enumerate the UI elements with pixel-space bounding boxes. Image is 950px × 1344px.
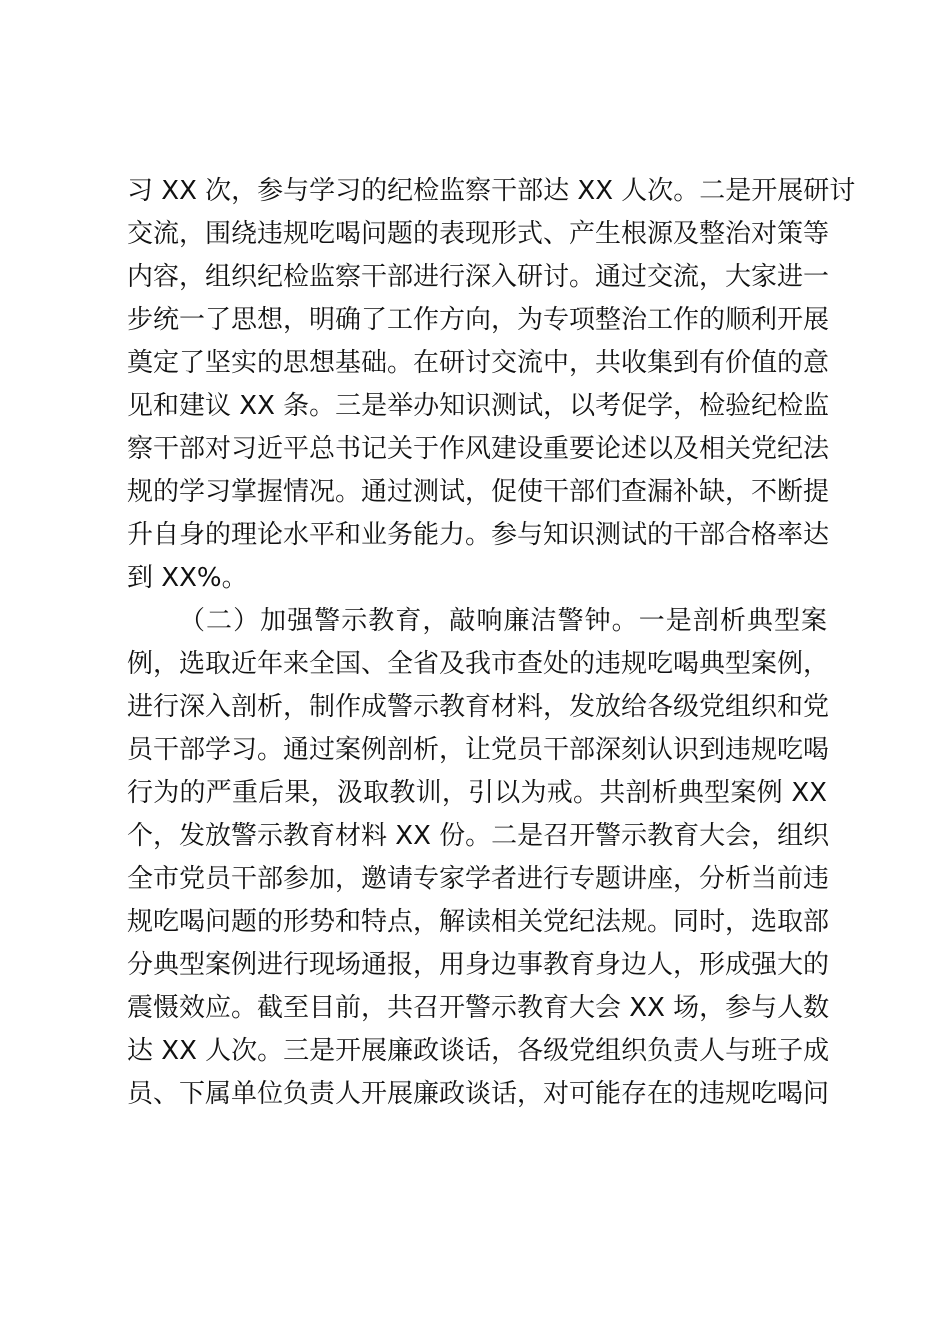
text-line: 个，发放警示教育材料 XX 份。二是召开警示教育大会，组织 bbox=[127, 821, 830, 851]
text-line: 内容，组织纪检监察干部进行深入研讨。通过交流，大家进一 bbox=[127, 262, 830, 292]
text-line: 员干部学习。通过案例剖析，让党员干部深刻认识到违规吃喝 bbox=[127, 735, 830, 765]
text-line: 行为的严重后果，汲取教训，引以为戒。共剖析典型案例 XX bbox=[127, 778, 827, 808]
section-heading-line: （二）加强警示教育，敲响廉洁警钟。一是剖析典型案 bbox=[179, 606, 827, 636]
text-line: 见和建议 XX 条。三是举办知识测试，以考促学，检验纪检监 bbox=[127, 391, 830, 421]
text-line: 交流，围绕违规吃喝问题的表现形式、产生根源及整治对策等 bbox=[127, 219, 830, 249]
text-line: 员、下属单位负责人开展廉政谈话，对可能存在的违规吃喝问 bbox=[127, 1079, 830, 1109]
text-line: 察干部对习近平总书记关于作风建设重要论述以及相关党纪法 bbox=[127, 434, 830, 464]
text-line: 规的学习掌握情况。通过测试，促使干部们查漏补缺，不断提 bbox=[127, 477, 830, 507]
text-line: 奠定了坚实的思想基础。在研讨交流中，共收集到有价值的意 bbox=[127, 348, 830, 378]
document-body bbox=[127, 170, 856, 1116]
text-line: 规吃喝问题的形势和特点，解读相关党纪法规。同时，选取部 bbox=[127, 907, 830, 937]
text-line: 震慑效应。截至目前，共召开警示教育大会 XX 场，参与人数 bbox=[127, 993, 830, 1023]
text-line: 进行深入剖析，制作成警示教育材料，发放给各级党组织和党 bbox=[127, 692, 830, 722]
text-line: 全市党员干部参加，邀请专家学者进行专题讲座，分析当前违 bbox=[127, 864, 830, 894]
text-line: 习 XX 次，参与学习的纪检监察干部达 XX 人次。二是开展研讨 bbox=[127, 176, 856, 206]
text-line: 升自身的理论水平和业务能力。参与知识测试的干部合格率达 bbox=[127, 520, 830, 550]
text-line: 例，选取近年来全国、全省及我市查处的违规吃喝典型案例， bbox=[127, 649, 830, 679]
text-line: 分典型案例进行现场通报，用身边事教育身边人，形成强大的 bbox=[127, 950, 830, 980]
text-line: 到 XX%。 bbox=[127, 563, 248, 593]
text-line: 达 XX 人次。三是开展廉政谈话，各级党组织负责人与班子成 bbox=[127, 1036, 830, 1066]
text-line: 步统一了思想，明确了工作方向，为专项整治工作的顺利开展 bbox=[127, 305, 830, 335]
